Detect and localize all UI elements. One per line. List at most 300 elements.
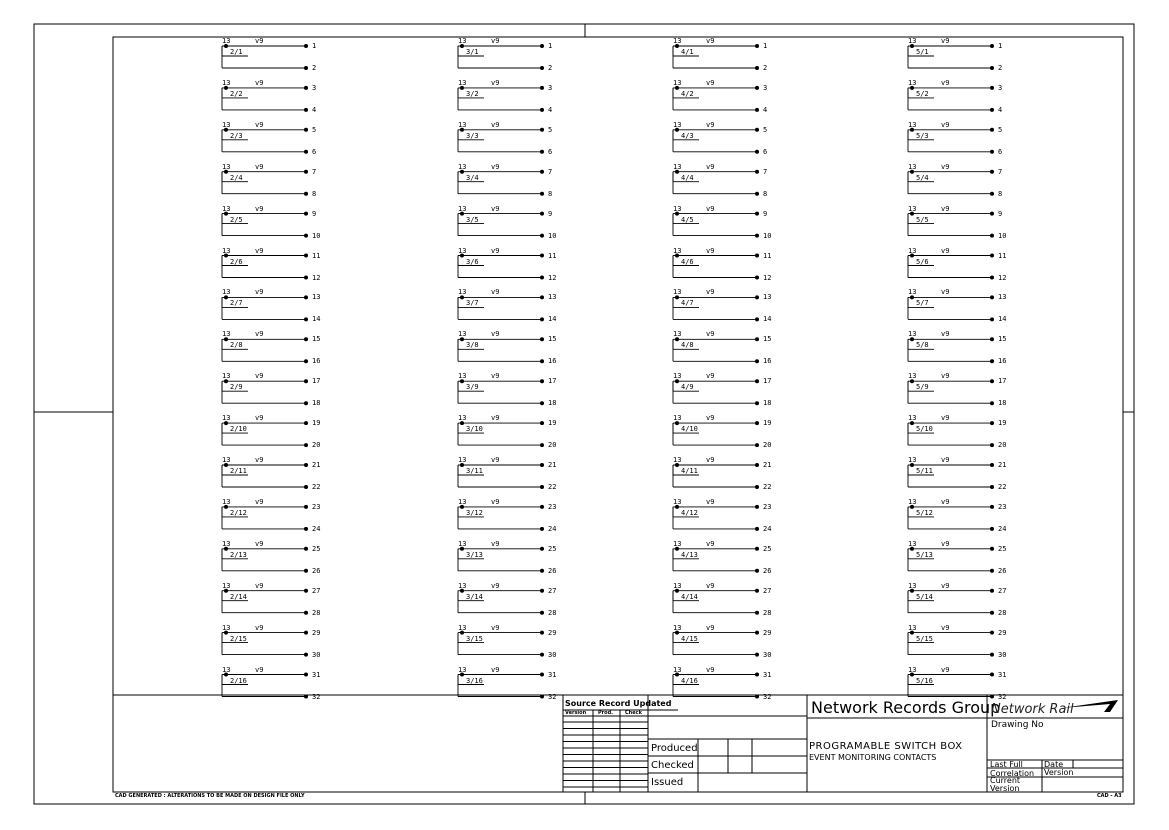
pin-label-b: v9 [491, 497, 500, 506]
terminal-3 [755, 86, 759, 90]
contact-id-3-3: 3/3 [466, 131, 479, 140]
terminal-6 [304, 150, 308, 154]
contact-id-2-4: 2/4 [230, 173, 243, 182]
contact-id-2-14: 2/14 [230, 592, 247, 601]
terminal-28 [755, 611, 759, 615]
terminal-number: 6 [763, 147, 768, 156]
terminal-4 [540, 108, 544, 112]
pin-label-a: 13 [908, 539, 917, 548]
contact-id-4-1: 4/1 [681, 48, 694, 56]
terminal-number: 1 [548, 42, 553, 50]
contact-id-5-5: 5/5 [916, 215, 929, 224]
terminal-number: 25 [548, 544, 557, 553]
terminal-number: 15 [312, 335, 321, 344]
pin-label-b: v9 [491, 581, 500, 590]
terminal-number: 18 [312, 399, 321, 408]
terminal-number: 10 [548, 231, 557, 240]
terminal-11 [540, 254, 544, 258]
terminal-number: 20 [548, 441, 557, 450]
terminal-2 [304, 66, 308, 70]
pin-label-a: 13 [222, 37, 231, 45]
contact-id-2-15: 2/15 [230, 634, 247, 643]
contact-id-5-11: 5/11 [916, 467, 933, 475]
pin-label-b: v9 [491, 456, 500, 464]
pin-label-b: v9 [706, 456, 715, 464]
terminal-9 [540, 212, 544, 216]
terminal-number: 30 [548, 650, 557, 659]
pin-label-a: 13 [673, 37, 682, 45]
pin-label-a: 13 [222, 330, 231, 339]
terminal-4 [755, 108, 759, 112]
pin-label-b: v9 [706, 414, 715, 423]
terminal-number: 4 [763, 105, 768, 114]
terminal-15 [755, 337, 759, 341]
pin-label-a: 13 [458, 665, 467, 674]
terminal-26 [304, 569, 308, 573]
contact-id-4-2: 4/2 [681, 89, 694, 98]
terminal-21 [990, 463, 994, 467]
terminal-25 [755, 547, 759, 551]
terminal-2 [755, 66, 759, 70]
pin-label-b: v9 [706, 78, 715, 87]
contact-id-4-15: 4/15 [681, 634, 698, 643]
pin-label-a: 13 [673, 497, 682, 506]
terminal-29 [990, 631, 994, 635]
terminal-number: 32 [312, 692, 321, 701]
terminal-16 [990, 359, 994, 363]
source-record-heading: Source Record Updated [565, 699, 672, 708]
terminal-number: 19 [763, 419, 772, 428]
pin-label-a: 13 [908, 665, 917, 674]
terminal-number: 21 [548, 461, 557, 469]
pin-label-b: v9 [706, 372, 715, 381]
terminal-29 [755, 631, 759, 635]
terminal-number: 21 [763, 461, 772, 469]
terminal-32 [755, 695, 759, 699]
terminal-number: 14 [548, 315, 557, 324]
contact-id-4-9: 4/9 [681, 383, 694, 392]
pin-label-b: v9 [941, 372, 950, 381]
contact-id-3-11: 3/11 [466, 467, 483, 475]
contact-id-5-4: 5/4 [916, 173, 929, 182]
pin-label-b: v9 [706, 539, 715, 548]
pin-label-b: v9 [941, 288, 950, 297]
pin-label-a: 13 [908, 120, 917, 129]
terminal-14 [304, 317, 308, 321]
pin-label-b: v9 [706, 37, 715, 45]
contact-id-3-12: 3/12 [466, 508, 483, 517]
pin-label-b: v9 [491, 414, 500, 423]
pin-label-b: v9 [706, 246, 715, 255]
pin-label-b: v9 [491, 246, 500, 255]
pin-label-b: v9 [941, 581, 950, 590]
terminal-17 [990, 379, 994, 383]
terminal-25 [990, 547, 994, 551]
contact-id-5-16: 5/16 [916, 676, 933, 685]
pin-label-b: v9 [941, 204, 950, 213]
terminal-number: 20 [312, 441, 321, 450]
contact-id-3-10: 3/10 [466, 425, 483, 434]
col-prod-label: Prod. [598, 710, 614, 716]
pin-label-a: 13 [222, 372, 231, 381]
terminal-28 [540, 611, 544, 615]
pin-label-a: 13 [673, 204, 682, 213]
drawing-title-line1: PROGRAMABLE SWITCH BOX [809, 741, 963, 752]
terminal-number: 9 [998, 209, 1003, 218]
pin-label-b: v9 [941, 246, 950, 255]
terminal-1 [304, 44, 308, 48]
pin-label-b: v9 [941, 120, 950, 129]
terminal-10 [990, 234, 994, 238]
pin-label-a: 13 [673, 414, 682, 423]
terminal-9 [304, 212, 308, 216]
terminal-4 [304, 108, 308, 112]
pin-label-b: v9 [706, 120, 715, 129]
terminal-number: 19 [548, 419, 557, 428]
network-rail-logo-text: Network Rail [991, 702, 1074, 717]
pin-label-b: v9 [941, 78, 950, 87]
terminal-12 [755, 276, 759, 280]
terminal-number: 3 [763, 83, 768, 92]
pin-label-a: 13 [908, 330, 917, 339]
terminal-number: 32 [763, 692, 772, 701]
pin-label-b: v9 [706, 497, 715, 506]
pin-label-a: 13 [222, 414, 231, 423]
terminal-18 [755, 401, 759, 405]
terminal-number: 27 [763, 586, 772, 595]
terminal-number: 26 [312, 566, 321, 575]
terminal-number: 14 [998, 315, 1007, 324]
terminal-30 [304, 653, 308, 657]
contact-id-5-1: 5/1 [916, 48, 929, 56]
terminal-6 [990, 150, 994, 154]
terminal-number: 30 [998, 650, 1007, 659]
terminal-number: 3 [998, 83, 1003, 92]
checked-label: Checked [651, 760, 694, 771]
contact-id-3-7: 3/7 [466, 299, 479, 308]
terminal-number: 15 [763, 335, 772, 344]
contact-id-4-14: 4/14 [681, 592, 698, 601]
pin-label-a: 13 [222, 288, 231, 297]
terminal-number: 30 [312, 650, 321, 659]
pin-label-b: v9 [255, 162, 264, 171]
terminal-number: 7 [998, 167, 1003, 176]
contact-id-3-1: 3/1 [466, 48, 479, 56]
contact-id-4-11: 4/11 [681, 467, 698, 475]
pin-label-a: 13 [673, 456, 682, 464]
pin-label-b: v9 [491, 372, 500, 381]
terminal-number: 31 [548, 670, 557, 679]
terminal-31 [755, 673, 759, 677]
pin-label-a: 13 [673, 246, 682, 255]
terminal-number: 25 [312, 544, 321, 553]
terminal-30 [540, 653, 544, 657]
terminal-number: 16 [312, 357, 321, 366]
terminal-number: 28 [312, 608, 321, 617]
terminal-number: 22 [998, 483, 1007, 491]
terminal-1 [540, 44, 544, 48]
contact-id-5-8: 5/8 [916, 341, 929, 350]
pin-label-b: v9 [941, 330, 950, 339]
terminal-23 [990, 505, 994, 509]
terminal-number: 4 [998, 105, 1003, 114]
contact-id-5-13: 5/13 [916, 550, 933, 559]
pin-label-a: 13 [908, 414, 917, 423]
pin-label-a: 13 [222, 204, 231, 213]
pin-label-a: 13 [908, 162, 917, 171]
terminal-number: 18 [763, 399, 772, 408]
terminal-22 [540, 485, 544, 489]
terminal-number: 24 [998, 524, 1007, 533]
pin-label-a: 13 [222, 456, 231, 464]
terminal-17 [540, 379, 544, 383]
contact-id-2-11: 2/11 [230, 467, 247, 475]
pin-label-a: 13 [458, 78, 467, 87]
terminal-number: 18 [998, 399, 1007, 408]
pin-label-b: v9 [706, 288, 715, 297]
terminal-9 [990, 212, 994, 216]
pin-label-b: v9 [941, 37, 950, 45]
pin-label-b: v9 [255, 120, 264, 129]
sheet-size: CAD - A3 [1097, 793, 1122, 799]
contact-id-3-16: 3/16 [466, 676, 483, 685]
pin-label-b: v9 [255, 204, 264, 213]
contact-id-5-12: 5/12 [916, 508, 933, 517]
pin-label-a: 13 [673, 581, 682, 590]
pin-label-a: 13 [458, 581, 467, 590]
terminal-31 [304, 673, 308, 677]
terminal-24 [304, 527, 308, 531]
terminal-8 [304, 192, 308, 196]
terminal-number: 13 [312, 293, 321, 302]
terminal-2 [990, 66, 994, 70]
terminal-22 [990, 485, 994, 489]
terminal-17 [304, 379, 308, 383]
produced-label: Produced [651, 743, 698, 754]
terminal-16 [755, 359, 759, 363]
terminal-13 [304, 295, 308, 299]
pin-label-a: 13 [908, 288, 917, 297]
terminal-number: 1 [312, 42, 317, 50]
terminal-number: 12 [763, 273, 772, 282]
pin-label-b: v9 [255, 414, 264, 423]
contact-id-4-4: 4/4 [681, 173, 694, 182]
terminal-number: 5 [548, 125, 553, 134]
terminal-number: 26 [548, 566, 557, 575]
pin-label-a: 13 [908, 37, 917, 45]
contact-id-2-6: 2/6 [230, 257, 243, 266]
terminal-19 [755, 421, 759, 425]
pin-label-b: v9 [491, 78, 500, 87]
terminal-18 [304, 401, 308, 405]
terminal-number: 29 [312, 628, 321, 637]
pin-label-a: 13 [222, 78, 231, 87]
pin-label-a: 13 [458, 497, 467, 506]
contact-id-2-5: 2/5 [230, 215, 243, 224]
terminal-20 [990, 443, 994, 447]
terminal-number: 10 [763, 231, 772, 240]
terminal-15 [540, 337, 544, 341]
pin-label-a: 13 [222, 623, 231, 632]
terminal-number: 7 [763, 167, 768, 176]
terminal-number: 17 [548, 377, 557, 386]
terminal-13 [540, 295, 544, 299]
terminal-number: 28 [548, 608, 557, 617]
terminal-number: 23 [312, 502, 321, 511]
terminal-number: 10 [998, 231, 1007, 240]
contact-id-5-15: 5/15 [916, 634, 933, 643]
terminal-31 [540, 673, 544, 677]
terminal-18 [990, 401, 994, 405]
pin-label-b: v9 [255, 539, 264, 548]
terminal-number: 9 [763, 209, 768, 218]
terminal-number: 21 [998, 461, 1007, 469]
terminal-number: 7 [312, 167, 317, 176]
terminal-number: 27 [998, 586, 1007, 595]
contact-id-3-15: 3/15 [466, 634, 483, 643]
terminal-5 [990, 128, 994, 132]
terminal-22 [755, 485, 759, 489]
terminal-26 [755, 569, 759, 573]
terminal-number: 17 [312, 377, 321, 386]
pin-label-a: 13 [222, 162, 231, 171]
pin-label-b: v9 [255, 288, 264, 297]
terminal-15 [990, 337, 994, 341]
terminal-number: 23 [763, 502, 772, 511]
pin-label-a: 13 [908, 497, 917, 506]
contact-id-5-2: 5/2 [916, 89, 929, 98]
terminal-number: 2 [312, 64, 317, 72]
pin-label-b: v9 [491, 623, 500, 632]
terminal-21 [304, 463, 308, 467]
contact-id-3-5: 3/5 [466, 215, 479, 224]
drawing-title-line2: EVENT MONITORING CONTACTS [809, 753, 937, 762]
terminal-23 [540, 505, 544, 509]
terminal-10 [304, 234, 308, 238]
pin-label-a: 13 [673, 539, 682, 548]
terminal-24 [540, 527, 544, 531]
pin-label-a: 13 [222, 497, 231, 506]
terminal-20 [540, 443, 544, 447]
pin-label-b: v9 [706, 581, 715, 590]
terminal-number: 28 [998, 608, 1007, 617]
contact-id-3-14: 3/14 [466, 592, 483, 601]
pin-label-b: v9 [941, 414, 950, 423]
pin-label-a: 13 [222, 581, 231, 590]
terminal-number: 19 [312, 419, 321, 428]
contact-id-3-6: 3/6 [466, 257, 479, 266]
contact-id-2-13: 2/13 [230, 550, 247, 559]
terminal-27 [990, 589, 994, 593]
terminal-number: 15 [998, 335, 1007, 344]
terminal-number: 2 [548, 64, 553, 72]
terminal-21 [755, 463, 759, 467]
contact-id-5-7: 5/7 [916, 299, 929, 308]
terminal-16 [304, 359, 308, 363]
contact-id-2-2: 2/2 [230, 89, 243, 98]
terminal-4 [990, 108, 994, 112]
contact-id-2-9: 2/9 [230, 383, 243, 392]
pin-label-a: 13 [673, 372, 682, 381]
pin-label-b: v9 [255, 330, 264, 339]
pin-label-b: v9 [941, 497, 950, 506]
issued-label: Issued [651, 777, 684, 788]
terminal-number: 25 [998, 544, 1007, 553]
terminal-23 [755, 505, 759, 509]
pin-label-a: 13 [673, 330, 682, 339]
contact-id-2-7: 2/7 [230, 299, 243, 308]
last-full-correlation-label: Last Full Correlation [990, 760, 1035, 778]
terminal-29 [304, 631, 308, 635]
terminal-number: 12 [998, 273, 1007, 282]
pin-label-a: 13 [908, 581, 917, 590]
terminal-20 [304, 443, 308, 447]
terminal-29 [540, 631, 544, 635]
terminal-12 [540, 276, 544, 280]
terminal-number: 24 [312, 524, 321, 533]
terminal-number: 20 [763, 441, 772, 450]
terminal-8 [755, 192, 759, 196]
col-version-label: Version [565, 710, 587, 716]
terminal-number: 32 [548, 692, 557, 701]
terminal-19 [540, 421, 544, 425]
date-label: Date [1044, 760, 1064, 769]
terminal-number: 16 [763, 357, 772, 366]
pin-label-a: 13 [222, 120, 231, 129]
terminal-10 [755, 234, 759, 238]
terminal-14 [990, 317, 994, 321]
pin-label-a: 13 [458, 372, 467, 381]
contact-id-5-9: 5/9 [916, 383, 929, 392]
terminal-28 [990, 611, 994, 615]
terminal-13 [990, 295, 994, 299]
terminal-number: 11 [312, 251, 321, 260]
pin-label-b: v9 [255, 78, 264, 87]
company-name: Network Records Group [811, 698, 1001, 717]
contact-id-3-4: 3/4 [466, 173, 479, 182]
terminal-number: 3 [548, 83, 553, 92]
contact-id-4-7: 4/7 [681, 299, 694, 308]
terminal-8 [540, 192, 544, 196]
terminal-number: 22 [763, 483, 772, 491]
pin-label-a: 13 [458, 623, 467, 632]
terminal-number: 18 [548, 399, 557, 408]
terminal-number: 4 [548, 105, 553, 114]
terminal-23 [304, 505, 308, 509]
pin-label-a: 13 [908, 246, 917, 255]
pin-label-b: v9 [491, 204, 500, 213]
contact-id-2-3: 2/3 [230, 131, 243, 140]
pin-label-a: 13 [222, 539, 231, 548]
pin-label-b: v9 [706, 204, 715, 213]
terminal-number: 31 [763, 670, 772, 679]
terminal-6 [540, 150, 544, 154]
col-check-label: Check [625, 710, 642, 716]
pin-label-a: 13 [458, 539, 467, 548]
contact-id-3-13: 3/13 [466, 550, 483, 559]
contact-id-4-6: 4/6 [681, 257, 694, 266]
terminal-30 [755, 653, 759, 657]
terminal-2 [540, 66, 544, 70]
terminal-3 [540, 86, 544, 90]
terminal-8 [990, 192, 994, 196]
terminal-22 [304, 485, 308, 489]
pin-label-a: 13 [458, 288, 467, 297]
terminal-number: 28 [763, 608, 772, 617]
terminal-number: 30 [763, 650, 772, 659]
terminal-number: 14 [763, 315, 772, 324]
terminal-15 [304, 337, 308, 341]
